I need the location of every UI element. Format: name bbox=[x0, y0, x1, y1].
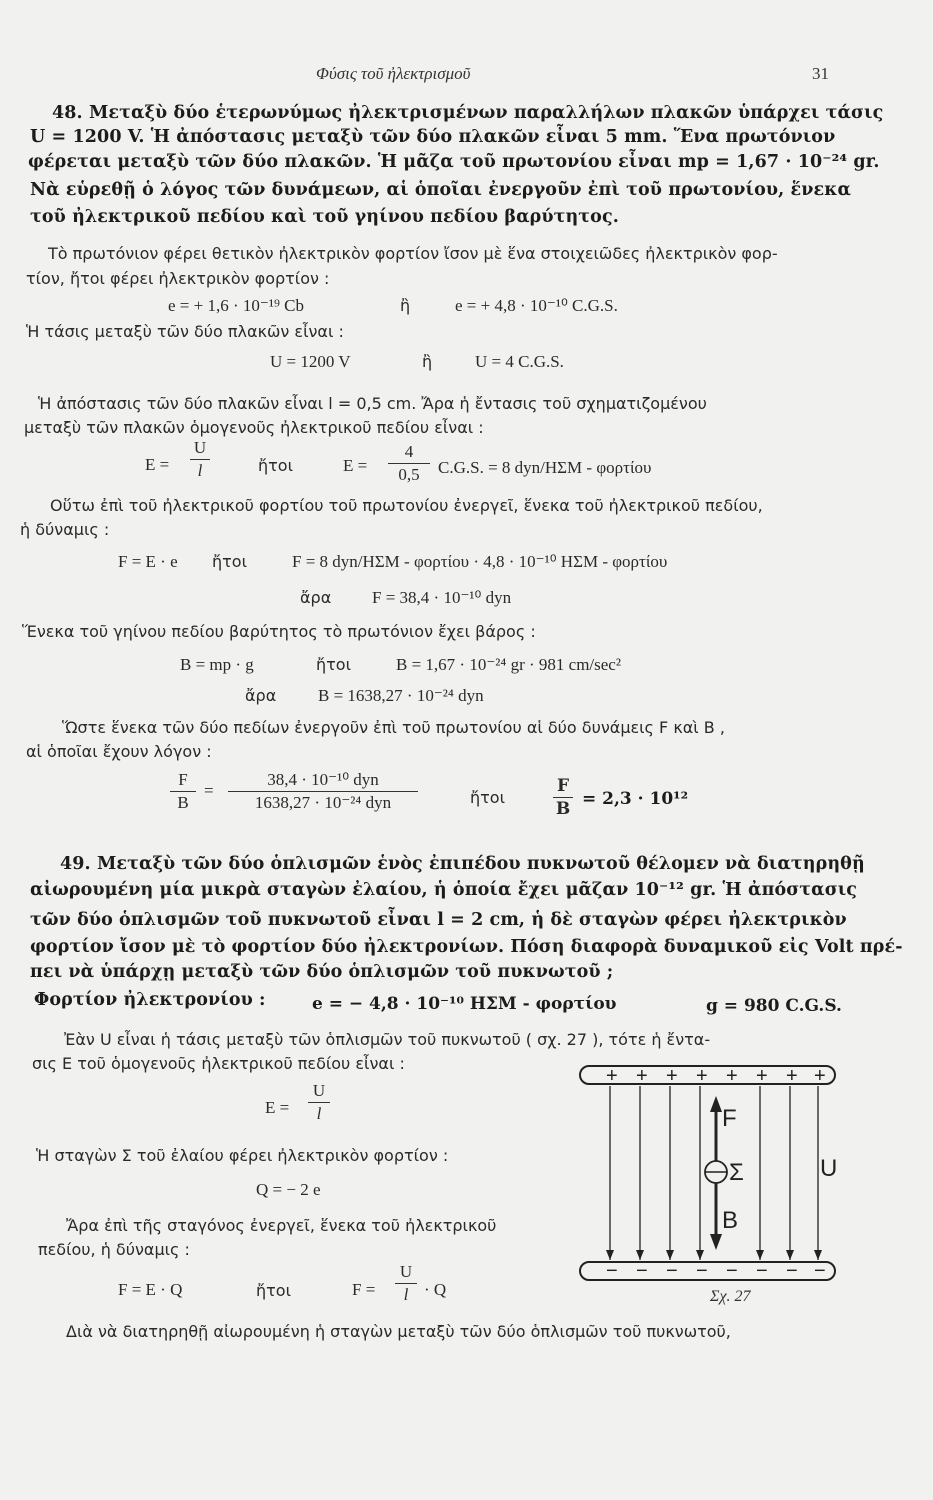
label-sigma: Σ bbox=[729, 1159, 744, 1186]
sol49-field-lhs: E = bbox=[265, 1098, 290, 1117]
sol49-line-6: Διὰ νὰ διατηρηθῇ αἰωρουμένη ἡ σταγὼν μεταξὺ τῶν δύο ὁπλισμῶν τοῦ πυκνωτοῦ, bbox=[66, 1322, 731, 1341]
or-word-2: ἢ bbox=[422, 352, 433, 371]
problem-49-line-4: φορτίον ἴσον μὲ τὸ φορτίον δύο ἠλεκτρονίων. Πόση διαφορὰ δυναμικοῦ εἰς Volt πρέ- bbox=[30, 937, 903, 957]
htoi-word-3: ἤτοι bbox=[316, 655, 351, 674]
frac-numerator: 38,4 · 10⁻¹⁰ dyn bbox=[267, 770, 379, 789]
field-lhs: E = bbox=[145, 455, 170, 474]
page-number: 31 bbox=[812, 64, 829, 83]
problem-48-line-2: U = 1200 V. Ἡ ἀπόστασις μεταξὺ τῶν δύο πλακῶν εἶναι 5 mm. Ἕνα πρωτόνιον bbox=[30, 127, 836, 147]
plus-sign: + bbox=[814, 1065, 826, 1087]
field-arrowheads bbox=[606, 1250, 822, 1260]
fraction-u-over-l bbox=[190, 438, 210, 481]
problem-49-given-charge: e = − 4,8 · 10⁻¹⁰ ΗΣΜ - φορτίου bbox=[312, 994, 617, 1014]
minus-sign: − bbox=[786, 1260, 798, 1282]
eq-voltage-v: U = 1200 V bbox=[270, 352, 351, 371]
minus-sign: − bbox=[606, 1260, 618, 1282]
ara-word-1: ἄρα bbox=[300, 588, 332, 607]
problem-48-line-5: τοῦ ἠλεκτρικοῦ πεδίου καὶ τοῦ γηίνου πεδίου βαρύτητος. bbox=[30, 207, 619, 227]
sol49-line-3: Ἡ σταγὼν Σ τοῦ ἐλαίου φέρει ἠλεκτρικὸν φορτίον : bbox=[36, 1146, 449, 1165]
or-word-1: ἢ bbox=[400, 296, 411, 315]
sol48-line-10: αἱ ὁποῖαι ἔχουν λόγον : bbox=[26, 742, 212, 761]
ratio-fraction-f-b bbox=[170, 770, 196, 813]
sol49-line-5: πεδίου, ἡ δύναμις : bbox=[38, 1240, 190, 1259]
minus-sign: − bbox=[814, 1260, 826, 1282]
plus-sign: + bbox=[786, 1065, 798, 1087]
sol48-line-5: μεταξὺ τῶν πλακῶν ὁμογενοῦς ἠλεκτρικοῦ πεδίου εἶναι : bbox=[24, 418, 484, 437]
frac-denominator: 1638,27 · 10⁻²⁴ dyn bbox=[254, 793, 392, 812]
sol49-htoi: ἤτοι bbox=[256, 1281, 291, 1300]
minus-sign: − bbox=[726, 1260, 738, 1282]
plus-sign: + bbox=[756, 1065, 768, 1087]
field2-lhs: E = bbox=[343, 456, 368, 475]
problem-49-line-2: αἰωρουμένη μία μικρὰ σταγὼν ἐλαίου, ἡ ὁποία ἔχει μᾶζαν 10⁻¹² gr. Ἡ ἀπόστασις bbox=[30, 880, 858, 900]
eq-charge-cgs: e = + 4,8 · 10⁻¹⁰ C.G.S. bbox=[455, 296, 618, 315]
weight-eq-1: B = mp · g bbox=[180, 655, 254, 674]
sol49-fraction-u-l bbox=[308, 1081, 330, 1124]
sol49-force-eq: F = E · Q bbox=[118, 1280, 183, 1299]
sol49-line-4: Ἄρα ἐπὶ τῆς σταγόνος ἐνεργεῖ, ἕνεκα τοῦ ἠλεκτρικοῦ bbox=[66, 1216, 497, 1235]
result-value: = 2,3 · 10¹² bbox=[582, 789, 689, 809]
field-lines bbox=[610, 1086, 818, 1260]
minus-sign: − bbox=[696, 1260, 708, 1282]
frac-denominator: l bbox=[403, 1285, 409, 1304]
sol48-line-2: τίον, ἤτοι φέρει ἠλεκτρικὸν φορτίον : bbox=[26, 269, 330, 288]
sol48-line-7: ἡ δύναμις : bbox=[20, 520, 110, 539]
frac-numerator: U bbox=[312, 1081, 326, 1100]
problem-48-line-4: Νὰ εὑρεθῇ ὁ λόγος τῶν δυνάμεων, αἱ ὁποῖαι ἐνεργοῦν ἐπὶ τοῦ πρωτονίου, ἕνεκα bbox=[30, 180, 852, 200]
sol49-force-fraction bbox=[395, 1262, 417, 1305]
sol49-force-lhs: F = bbox=[352, 1280, 376, 1299]
problem-49-given-label: Φορτίον ἠλεκτρονίου : bbox=[34, 990, 266, 1010]
sol48-line-6: Οὕτω ἐπὶ τοῦ ἠλεκτρικοῦ φορτίου τοῦ πρωτονίου ἐνεργεῖ, ἕνεκα τοῦ ἠλεκτρικοῦ πεδίου, bbox=[50, 496, 763, 515]
ratio-equals: = bbox=[204, 781, 214, 800]
sol48-line-3: Ἡ τάσις μεταξὺ τῶν δύο πλακῶν εἶναι : bbox=[26, 322, 344, 341]
plus-sign: + bbox=[606, 1065, 618, 1087]
sol49-force-rest: · Q bbox=[424, 1280, 447, 1299]
plus-sign: + bbox=[726, 1065, 738, 1087]
problem-49-line-5: πει νὰ ὑπάρχῃ μεταξὺ τῶν δύο ὁπλισμῶν τοῦ πυκνωτοῦ ; bbox=[30, 962, 614, 982]
plus-sign: + bbox=[636, 1065, 648, 1087]
force-eq-2: F = 8 dyn/ΗΣΜ - φορτίου · 4,8 · 10⁻¹⁰ ΗΣΜ - φορτίου bbox=[292, 552, 668, 571]
problem-49-line-3: τῶν δύο ὁπλισμῶν τοῦ πυκνωτοῦ εἶναι l = 2 cm, ἡ δὲ σταγὼν φέρει ἠλεκτρικὸν bbox=[30, 910, 847, 930]
minus-sign: − bbox=[636, 1260, 648, 1282]
htoi-word-1: ἤτοι bbox=[258, 456, 293, 475]
sol48-line-8: Ἕνεκα τοῦ γηίνου πεδίου βαρύτητος τὸ πρωτόνιον ἔχει βάρος : bbox=[22, 622, 536, 641]
sol49-line-2: σις E τοῦ ὁμογενοῦς ἠλεκτρικοῦ πεδίου εἶναι : bbox=[32, 1054, 405, 1073]
force-eq-1: F = E · e bbox=[118, 552, 178, 571]
frac-numerator: F bbox=[178, 770, 188, 789]
result-fraction-f-b bbox=[553, 776, 573, 819]
plus-sign: + bbox=[666, 1065, 678, 1087]
frac-denominator: l bbox=[316, 1104, 322, 1123]
htoi-word-2: ἤτοι bbox=[212, 552, 247, 571]
sol48-line-9: Ὥστε ἕνεκα τῶν δύο πεδίων ἐνεργοῦν ἐπὶ τοῦ πρωτονίου αἱ δύο δυνάμεις F καὶ B , bbox=[62, 718, 725, 737]
sol48-line-1: Τὸ πρωτόνιον φέρει θετικὸν ἠλεκτρικὸν φορτίον ἴσον μὲ ἕνα στοιχειῶδες ἠλεκτρικὸν φορ- bbox=[48, 244, 778, 263]
frac-numerator: U bbox=[193, 438, 207, 457]
eq-charge-cb: e = + 1,6 · 10⁻¹⁹ Cb bbox=[168, 296, 304, 315]
label-b: B bbox=[722, 1207, 739, 1234]
frac-denominator: 0,5 bbox=[398, 465, 420, 484]
figure-27-capacitor bbox=[572, 1062, 842, 1311]
problem-49-given-g: g = 980 C.G.S. bbox=[706, 996, 842, 1016]
weight-eq-2: B = 1,67 · 10⁻²⁴ gr · 981 cm/sec² bbox=[396, 655, 621, 674]
eq-voltage-cgs: U = 4 C.G.S. bbox=[475, 352, 564, 371]
sol49-line-1: Ἐὰν U εἶναι ἡ τάσις μεταξὺ τῶν ὁπλισμῶν τοῦ πυκνωτοῦ ( σχ. 27 ), τότε ἡ ἔντα- bbox=[64, 1030, 711, 1049]
fraction-4-over-05 bbox=[388, 442, 430, 485]
sol49-charge-eq: Q = − 2 e bbox=[256, 1180, 321, 1199]
problem-48-line-3: φέρεται μεταξὺ τῶν δύο πλακῶν. Ἡ μᾶζα τοῦ πρωτονίου εἶναι mp = 1,67 · 10⁻²⁴ gr. bbox=[28, 152, 880, 172]
frac-numerator: 4 bbox=[404, 442, 414, 461]
frac-numerator: F bbox=[556, 776, 570, 796]
frac-numerator: U bbox=[399, 1262, 413, 1281]
frac-denominator: B bbox=[555, 799, 571, 819]
minus-sign: − bbox=[666, 1260, 678, 1282]
weight-eq-3: B = 1638,27 · 10⁻²⁴ dyn bbox=[318, 686, 484, 705]
frac-denominator: B bbox=[177, 793, 189, 812]
plus-sign: + bbox=[696, 1065, 708, 1087]
problem-49-line-1: 49. Μεταξὺ τῶν δύο ὁπλισμῶν ἑνὸς ἐπιπέδου πυκνωτοῦ θέλομεν νὰ διατηρηθῇ bbox=[60, 854, 865, 874]
label-f: F bbox=[722, 1105, 737, 1132]
ara-word-2: ἄρα bbox=[245, 686, 277, 705]
figure-caption: Σχ. 27 bbox=[710, 1288, 751, 1305]
field2-rest: C.G.S. = 8 dyn/ΗΣΜ - φορτίου bbox=[438, 458, 652, 477]
frac-denominator: l bbox=[197, 461, 203, 480]
sol48-line-4: Ἡ ἀπόστασις τῶν δύο πλακῶν εἶναι l = 0,5 cm. Ἄρα ἡ ἔντασις τοῦ σχηματιζομένου bbox=[38, 394, 707, 413]
label-u: U bbox=[820, 1155, 838, 1182]
htoi-word-4: ἤτοι bbox=[470, 788, 505, 807]
ratio-fraction-values bbox=[228, 770, 418, 813]
minus-sign: − bbox=[756, 1260, 768, 1282]
running-header: Φύσις τοῦ ἠλεκτρισμοῦ bbox=[316, 64, 471, 83]
problem-48-line-1: 48. Μεταξὺ δύο ἑτερωνύμως ἠλεκτρισμένων παραλλήλων πλακῶν ὑπάρχει τάσις bbox=[52, 103, 884, 123]
force-eq-3: F = 38,4 · 10⁻¹⁰ dyn bbox=[372, 588, 512, 607]
